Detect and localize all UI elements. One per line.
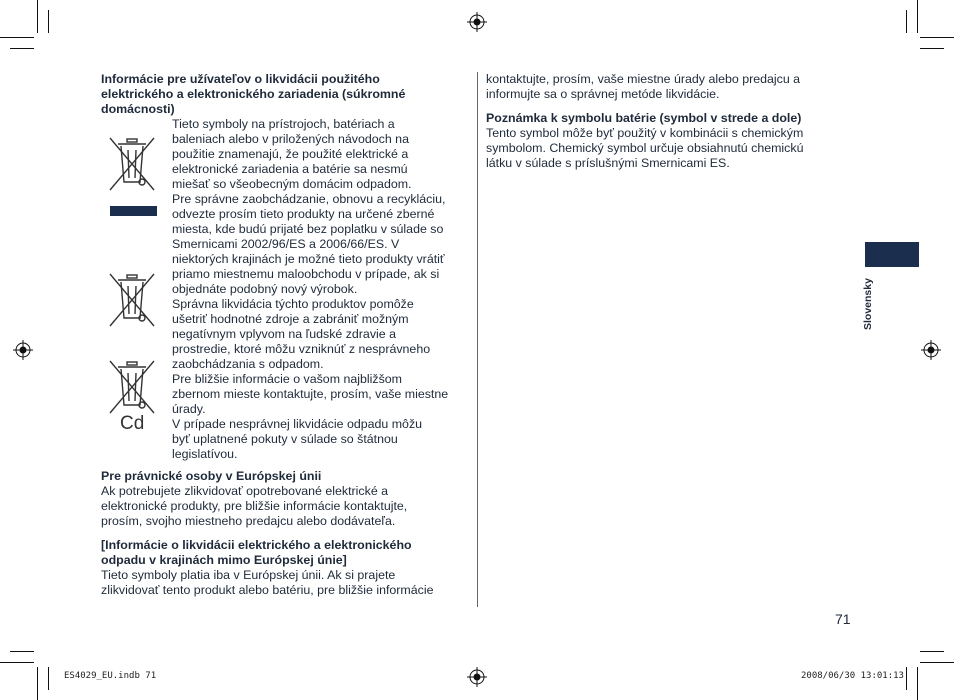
body-line: zlikvidovať tento produkt alebo batériu, pre bližšie informácie <box>101 583 434 597</box>
body-line: Tento symbol môže byť použitý v kombinácii s chemickým <box>486 126 804 140</box>
heading-line: domácnosti) <box>101 102 175 116</box>
body-line: zbernom mieste kontaktujte, prosím, vaše miestne <box>172 387 449 401</box>
page-number: 71 <box>835 611 851 627</box>
column-divider <box>477 72 478 607</box>
body-line: byť uplatnené pokuty v súlade so štátnou <box>172 432 398 446</box>
solid-bar-marking <box>110 206 157 216</box>
disposal-info-heading <box>101 72 471 117</box>
body-line: odvezte prosím tieto produkty na určené zberné <box>172 207 435 221</box>
right-column-text <box>486 72 831 171</box>
section-heading: [Informácie o likvidácii elektrického a elektronického <box>101 538 412 552</box>
battery-symbol-note-heading: Poznámka k symbolu batérie (symbol v strede a dole) <box>486 111 802 125</box>
body-line: Tieto symboly na prístrojoch, batériach a <box>172 117 395 131</box>
body-line: objednáte podobný nový výrobok. <box>172 282 358 296</box>
crossed-out-bin-icon <box>104 270 160 330</box>
crossed-out-bin-icon <box>104 134 160 194</box>
body-line: Ak potrebujete zlikvidovať opotrebované elektrické a <box>101 484 389 498</box>
crossed-out-bin-icon <box>104 357 160 417</box>
body-line: priamo miestnemu maloobchodu v prípade, ak si <box>172 267 440 281</box>
body-line: Pre správne zaobchádzanie, obnovu a recykláciu, <box>172 192 446 206</box>
body-line: Smernicami 2002/96/ES a 2006/66/ES. V <box>172 237 400 251</box>
body-line: elektronické zariadenia a batérie sa nesmú <box>172 162 408 176</box>
section-heading: Pre právnické osoby v Európskej únii <box>101 469 322 483</box>
body-line: miesta, kde budú prijaté bez poplatku v súlade so <box>172 222 444 236</box>
body-line: symbolom. Chemický symbol určuje obsiahnutú chemickú <box>486 141 804 155</box>
body-line: ušetriť hodnotné zdroje a zabrániť možným <box>172 312 409 326</box>
body-line: baleniach alebo v priložených návodoch na <box>172 132 409 146</box>
body-line: kontaktujte, prosím, vaše miestne úrady alebo predajcu a <box>486 72 801 86</box>
body-line: V prípade nesprávnej likvidácie odpadu môžu <box>172 417 423 431</box>
body-line: prosím, svojho miestneho predajcu alebo dodávateľa. <box>101 514 396 528</box>
registration-mark-icon <box>467 667 487 687</box>
body-line: negatívnym vplyvom na ľudské zdravie a <box>172 327 396 341</box>
disposal-info-body <box>172 117 472 462</box>
section-heading: odpadu v krajinách mimo Európskej únie] <box>101 553 347 567</box>
body-line: Tieto symboly platia iba v Európskej únii. Ak si prajete <box>101 568 396 582</box>
body-line: niektorých krajinách je možné tieto produkty vrátiť <box>172 252 445 266</box>
body-line: použitie znamenajú, že použité elektrické a <box>172 147 409 161</box>
body-line: Pre bližšie informácie o vašom najbližšom <box>172 372 403 386</box>
body-line: zaobchádzania s odpadom. <box>172 357 324 371</box>
registration-mark-icon <box>13 340 33 360</box>
heading-line: Informácie pre užívateľov o likvidácii použitého <box>101 72 380 86</box>
heading-line: elektrického a elektronického zariadenia (súkromné <box>101 87 406 101</box>
footer-file-slug: ES4029_EU.indb 71 <box>64 671 157 681</box>
footer-timestamp: 2008/06/30 13:01:13 <box>801 671 904 681</box>
body-line: miešať so všeobecným domácim odpadom. <box>172 177 412 191</box>
registration-mark-icon <box>921 340 941 360</box>
body-line: elektronické produkty, pre bližšie informácie kontaktujte, <box>101 499 408 513</box>
business-users-section <box>101 469 471 598</box>
body-line: úrady. <box>172 402 206 416</box>
cadmium-chemical-symbol: Cd <box>120 413 145 434</box>
body-line: prostredie, ktoré môžu vzniknúť z nesprávneho <box>172 342 431 356</box>
body-line: Správna likvidácia týchto produktov pomôže <box>172 297 414 311</box>
registration-mark-icon <box>467 12 487 32</box>
body-line: informujte sa o správnej metóde likvidácie. <box>486 87 720 101</box>
body-line: látku v súlade s príslušnými Smernicami ES. <box>486 156 730 170</box>
language-label: Slovensky <box>862 278 874 330</box>
body-line: legislatívou. <box>172 447 238 461</box>
language-tab <box>865 242 919 267</box>
